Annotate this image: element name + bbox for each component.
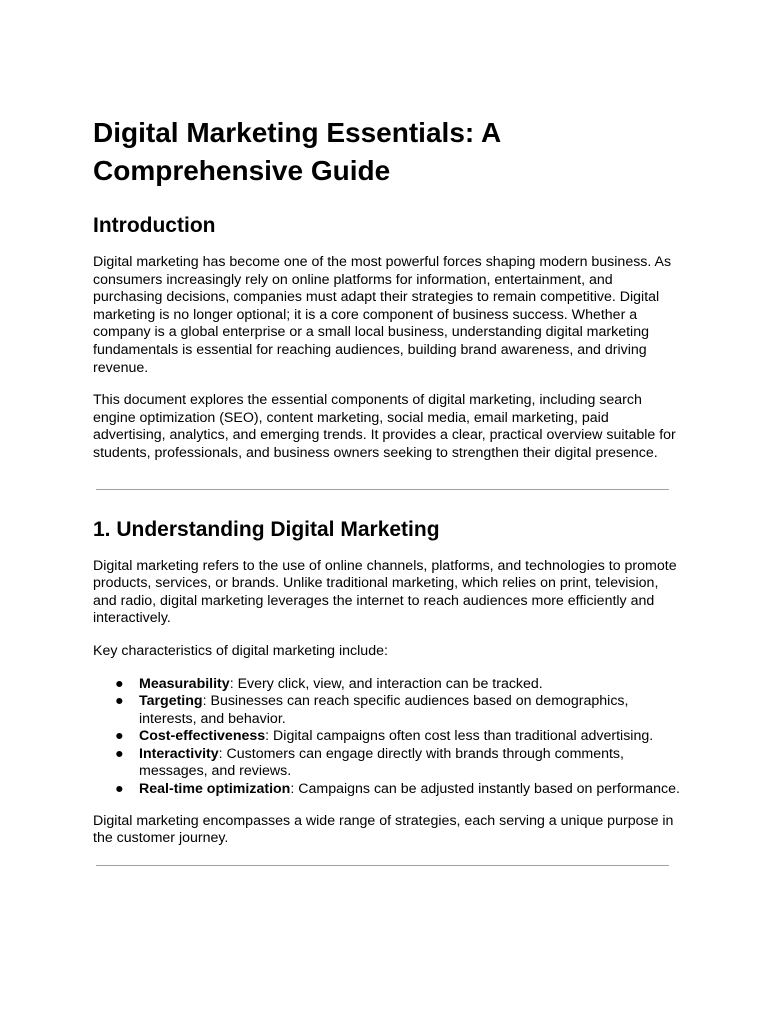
- list-item-term: Targeting: [139, 693, 203, 710]
- list-item-term: Measurability: [139, 675, 230, 692]
- list-item-text: : Digital campaigns often cost less than traditional advertising.: [265, 728, 654, 745]
- bullet-icon: ●: [115, 728, 124, 745]
- list-item: [93, 693, 683, 728]
- list-item: [93, 676, 683, 694]
- bullet-icon: ●: [115, 675, 124, 692]
- list-item: [93, 781, 683, 799]
- list-item-term: Real-time optimization: [139, 781, 291, 798]
- intro-heading: Introduction: [93, 214, 216, 237]
- section-1-heading: 1. Understanding Digital Marketing: [93, 517, 440, 541]
- list-item-term: Cost-effectiveness: [139, 728, 266, 745]
- intro-paragraph-2: This document explores the essential components of digital marketing, including search engine optimization (SEO), content marketing, social media, email marketing, paid advertising, analytics, and emerging trends. It provides a clear, practical overview suitable for students, professionals, and business owners seeking to strengthen their digital presence.: [93, 392, 676, 461]
- bullet-icon: ●: [115, 693, 124, 710]
- list-item-text: : Customers can engage directly with brands through comments, messages, and reviews.: [139, 745, 624, 780]
- bullet-icon: ●: [115, 781, 124, 798]
- list-item-term: Interactivity: [139, 745, 219, 762]
- section-divider: [96, 865, 669, 866]
- list-item-text: : Campaigns can be adjusted instantly based on performance.: [290, 781, 680, 798]
- intro-paragraph-1: Digital marketing has become one of the most powerful forces shaping modern business. As consumers increasingly rely on online platforms for information, entertainment, and purchasing decisions, companies must adapt their strategies to remain competitive. Digital marketing is no longer optional; it is a core component of business success. Whether a company is a global enterprise or a small local business, understanding digital marketing fundamentals is essential for reaching audiences, building brand awareness, and driving revenue.: [93, 254, 672, 376]
- list-item: [93, 746, 683, 781]
- bullet-icon: ●: [115, 745, 124, 762]
- document-title: Digital Marketing Essentials: A Comprehensive Guide: [93, 117, 501, 186]
- characteristics-list: [93, 676, 683, 799]
- section-1-paragraph-1: Digital marketing refers to the use of online channels, platforms, and technologies to promote products, services, or brands. Unlike traditional marketing, which relies on print, television, and radio, digital marketing leverages the internet to reach audiences more efficiently and interactively.: [93, 557, 677, 627]
- section-divider: [96, 489, 669, 490]
- list-item: [93, 728, 683, 746]
- list-item-text: : Every click, view, and interaction can be tracked.: [229, 675, 543, 692]
- list-item-text: : Businesses can reach specific audiences based on demographics, interests, and behavior.: [139, 693, 629, 727]
- document-page: [93, 114, 683, 892]
- section-1-paragraph-2: Key characteristics of digital marketing include:: [93, 642, 388, 659]
- section-1-paragraph-3: Digital marketing encompasses a wide range of strategies, each serving a unique purpose in the customer journey.: [93, 812, 674, 847]
